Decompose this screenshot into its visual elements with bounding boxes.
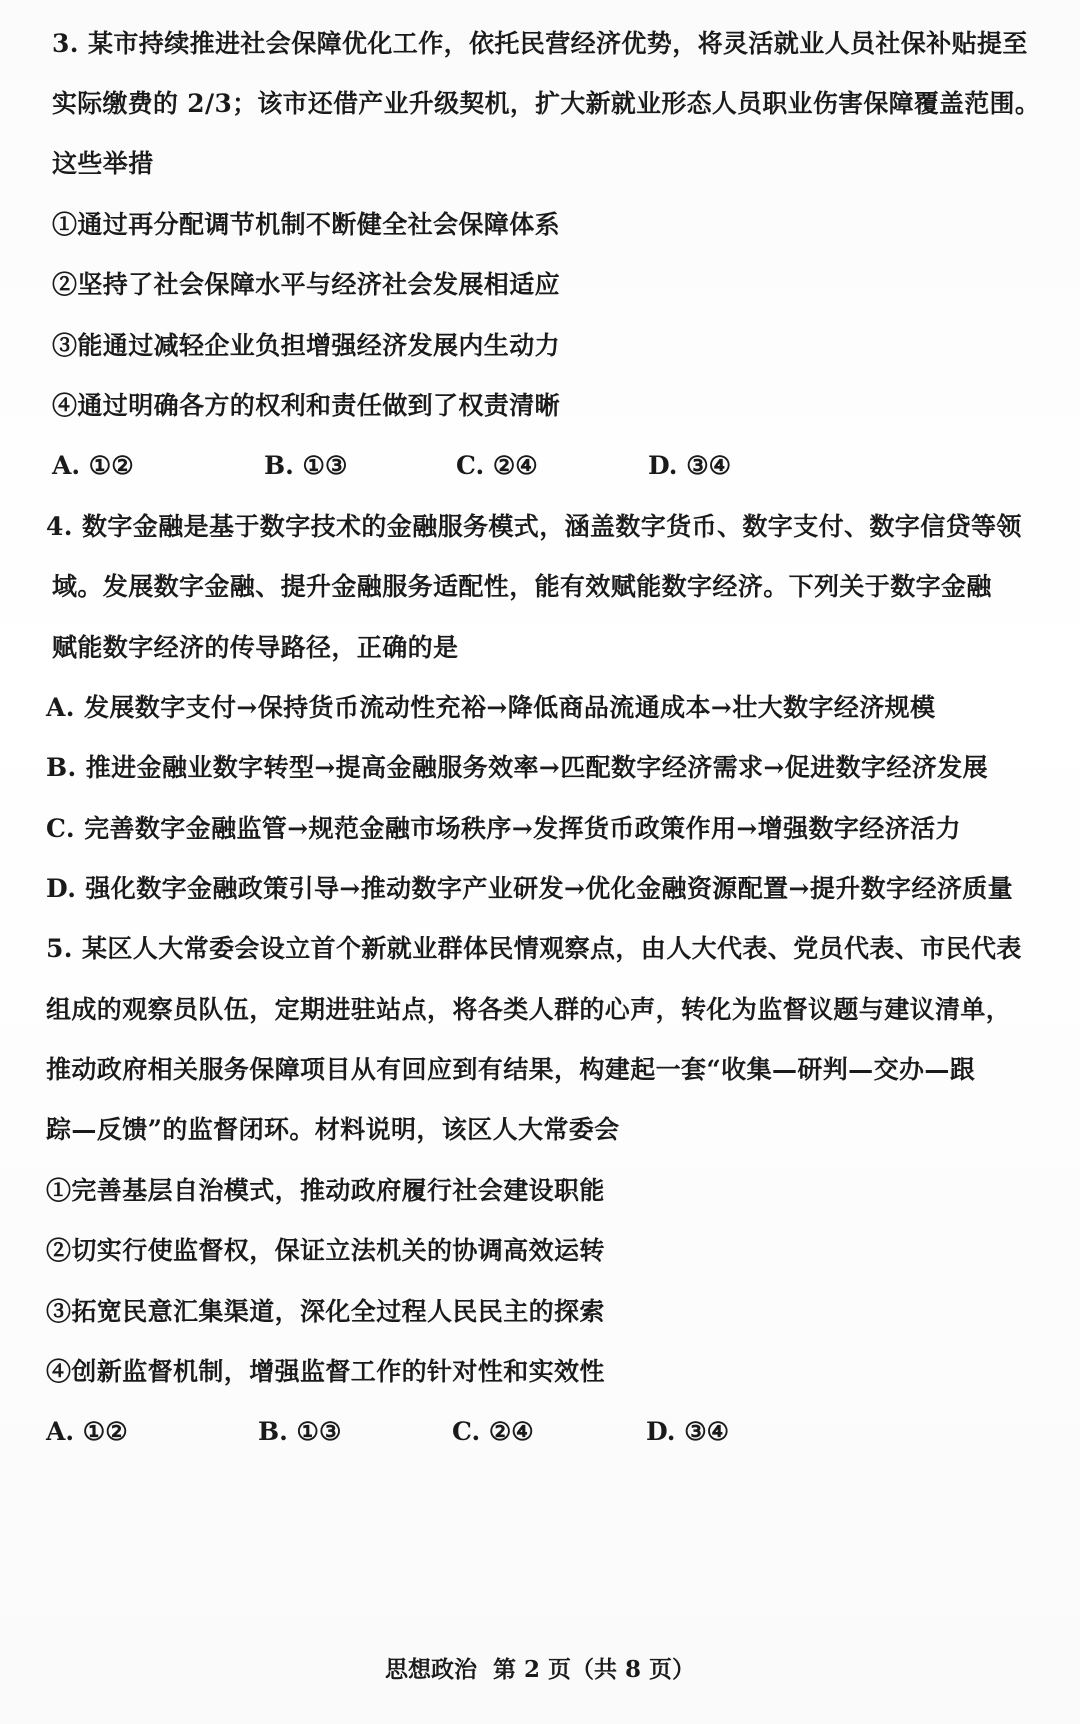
- option-a: A. ①②: [52, 451, 134, 480]
- question-4-stem-line: 4. 数字金融是基于数字技术的金融服务模式，涵盖数字货币、数字支付、数字信贷等领: [46, 512, 1022, 541]
- option-c: C. ②④: [456, 451, 538, 480]
- question-5-stem-line: 踪—反馈”的监督闭环。材料说明，该区人大常委会: [46, 1115, 620, 1144]
- question-5-statement: ③拓宽民意汇集渠道，深化全过程人民民主的探索: [46, 1297, 605, 1326]
- option-c: C. ②④: [452, 1417, 534, 1446]
- question-5-statement: ②切实行使监督权，保证立法机关的协调高效运转: [46, 1236, 605, 1265]
- question-3-statement: ②坚持了社会保障水平与经济社会发展相适应: [52, 270, 561, 299]
- question-5-stem-line: 推动政府相关服务保障项目从有回应到有结果，构建起一套“收集—研判—交办—跟: [46, 1055, 976, 1084]
- question-4-stem-line: 域。发展数字金融、提升金融服务适配性，能有效赋能数字经济。下列关于数字金融: [52, 572, 992, 601]
- question-3-stem-line: 3. 某市持续推进社会保障优化工作，依托民营经济优势，将灵活就业人员社保补贴提至: [52, 29, 1028, 58]
- question-3-statement: ④通过明确各方的权利和责任做到了权责清晰: [52, 391, 561, 420]
- question-4-option-a: A. 发展数字支付→保持货币流动性充裕→降低商品流通成本→壮大数字经济规模: [46, 693, 936, 722]
- question-4-option-b: B. 推进金融业数字转型→提高金融服务效率→匹配数字经济需求→促进数字经济发展: [46, 753, 988, 782]
- option-b: B. ①③: [264, 451, 348, 480]
- question-3-statement: ③能通过减轻企业负担增强经济发展内生动力: [52, 331, 561, 360]
- option-d: D. ③④: [648, 451, 732, 480]
- option-d: D. ③④: [646, 1417, 730, 1446]
- question-3-stem-line: 实际缴费的 2/3；该市还借产业升级契机，扩大新就业形态人员职业伤害保障覆盖范围。: [52, 89, 1041, 118]
- question-5-statement: ①完善基层自治模式，推动政府履行社会建设职能: [46, 1176, 605, 1205]
- question-5-statement: ④创新监督机制，增强监督工作的针对性和实效性: [46, 1357, 605, 1386]
- question-4-option-d: D. 强化数字金融政策引导→推动数字产业研发→优化金融资源配置→提升数字经济质量: [46, 874, 1014, 903]
- option-a: A. ①②: [46, 1417, 128, 1446]
- question-3-stem-line: 这些举措: [52, 149, 154, 178]
- option-b: B. ①③: [258, 1417, 342, 1446]
- question-4-stem-line: 赋能数字经济的传导路径，正确的是: [52, 633, 459, 662]
- question-4-option-c: C. 完善数字金融监管→规范金融市场秩序→发挥货币政策作用→增强数字经济活力: [46, 814, 961, 843]
- question-3-statement: ①通过再分配调节机制不断健全社会保障体系: [52, 210, 561, 239]
- question-5-stem-line: 5. 某区人大常委会设立首个新就业群体民情观察点，由人大代表、党员代表、市民代表: [46, 934, 1022, 963]
- question-5-stem-line: 组成的观察员队伍，定期进驻站点，将各类人群的心声，转化为监督议题与建议清单，: [46, 995, 1012, 1024]
- page-footer: 思想政治 第 2 页（共 8 页）: [384, 1656, 696, 1683]
